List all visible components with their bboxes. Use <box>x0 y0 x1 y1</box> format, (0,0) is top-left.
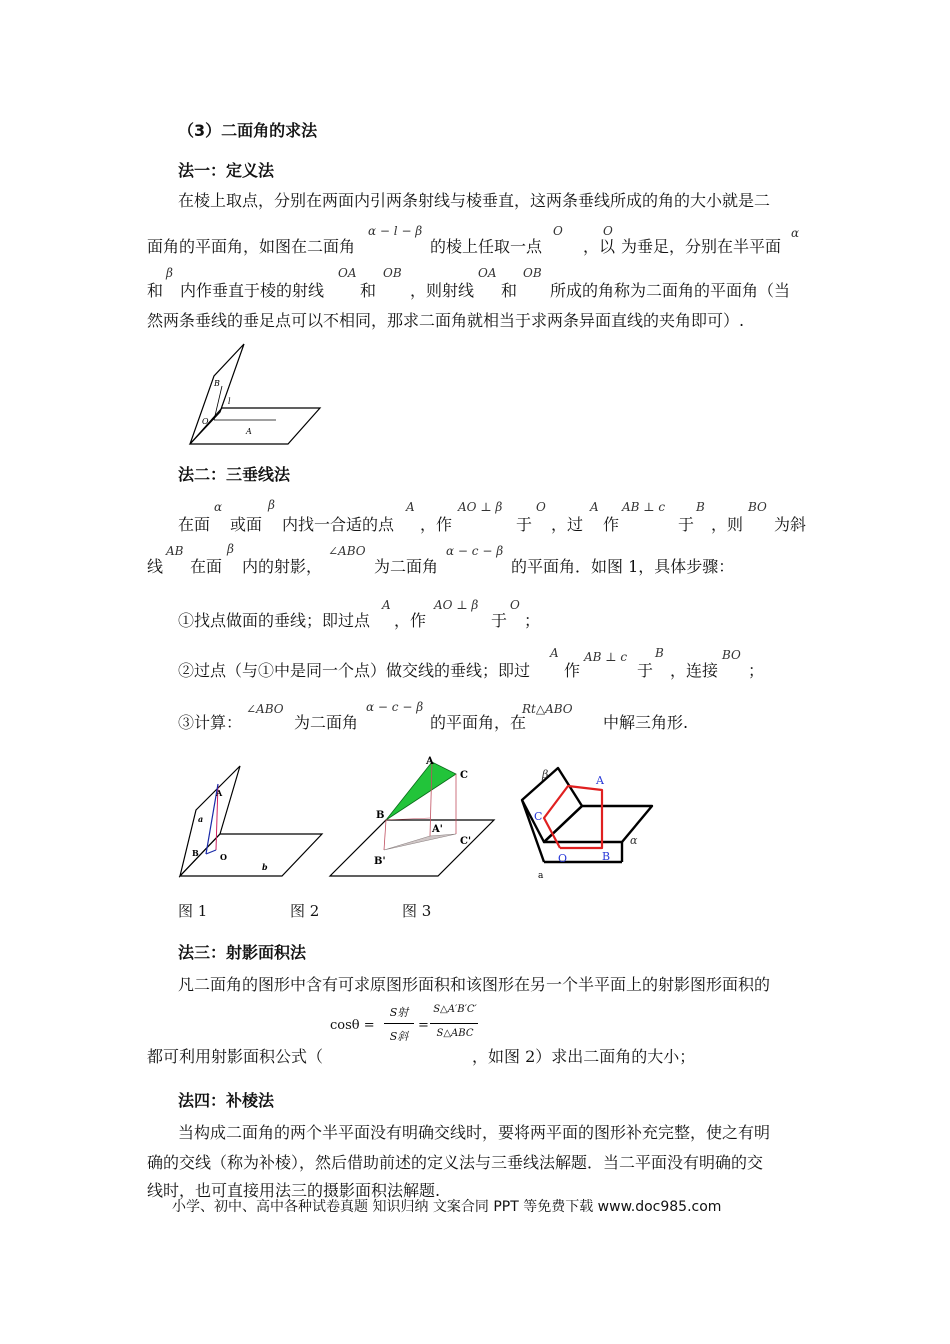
step2-formula-AB-perp-c: AB ⊥ c <box>584 650 628 664</box>
formula-cos-theta: cosθ = <box>330 1018 375 1033</box>
method1-title: 法一：定义法 <box>178 161 275 180</box>
formula-S-original-triangle: S△ABC <box>436 1028 474 1039</box>
m1-line3e: 和 <box>501 281 518 300</box>
m4-line2: 确的交线（称为补棱），然后借助前述的定义法与三垂线法解题．当二平面没有明确的交 <box>147 1153 764 1172</box>
m2-b4: 为二面角 <box>374 557 439 576</box>
formula-A-m2b: A <box>590 500 599 514</box>
formula-S-she: S射 <box>389 1006 409 1019</box>
formula-B-m2: B <box>696 500 705 514</box>
caption-fig3: 图 3 <box>402 902 432 920</box>
figure-definition-method <box>180 340 330 448</box>
m4-line1: 当构成二面角的两个半平面没有明确交线时，要将两平面的图形补充完整，使之有明 <box>178 1123 771 1142</box>
figure-1 <box>176 762 326 882</box>
fig3-label-A: A <box>596 774 604 787</box>
formula-BO-m2: BO <box>748 500 767 514</box>
fig2-label-A: A <box>426 756 434 767</box>
step1-formula-AO-perp-beta: AO ⊥ β <box>434 598 479 612</box>
step1-c: 于 <box>491 611 508 630</box>
m2-a6: ，过 <box>551 515 584 534</box>
step2-e: ； <box>748 661 765 680</box>
m1-line4: 然两条垂线的垂足点可以不相同，那求二面角就相当于求两条异面直线的夹角即可）. <box>147 311 745 330</box>
m4-line3: 线时，也可直接用法三的摄影面积法解题. <box>147 1181 441 1200</box>
m1-line3b: 内作垂直于棱的射线 <box>180 281 325 300</box>
step2-formula-A: A <box>550 646 559 660</box>
step2-a: ②过点（与①中是同一个点）做交线的垂线；即过 <box>178 661 531 680</box>
formula-equals: = <box>418 1018 429 1033</box>
m3-line2b: ，如图 2）求出二面角的大小； <box>472 1047 696 1066</box>
fig1-label-a: a <box>198 814 204 824</box>
formula-alpha-m2: α <box>214 500 223 514</box>
formula-OA-2: OA <box>478 266 497 280</box>
m2-a8: 于 <box>678 515 695 534</box>
m1-line2a: 面角的平面角，如图在二面角 <box>147 237 356 256</box>
fig1-label-B: B <box>192 848 199 858</box>
m2-a7: 作 <box>603 515 620 534</box>
fig2-label-A-prime: A' <box>432 824 443 835</box>
step1-formula-O: O <box>510 598 520 612</box>
projection-area-formula <box>330 1004 480 1056</box>
m1-line2b: 的棱上任取一点 <box>430 237 543 256</box>
m1-line3f: 所成的角称为二面角的平面角（当 <box>550 281 791 300</box>
m1-line3a: 和 <box>147 281 164 300</box>
fig3-label-O: O <box>558 852 568 865</box>
section-title: （3）二面角的求法 <box>178 121 318 140</box>
formula-O-2: O <box>603 224 613 238</box>
step2-formula-B: B <box>655 646 664 660</box>
fig0-label-A: A <box>246 427 252 436</box>
fig3-label-a: a <box>538 871 544 881</box>
method2-title: 法二：三垂线法 <box>178 465 291 484</box>
fig0-label-l: l <box>228 397 231 406</box>
formula-alpha: α <box>791 226 800 240</box>
m2-a4: ，作 <box>420 515 453 534</box>
step3-formula-alpha-c-beta: α − c − β <box>366 700 424 714</box>
fig0-label-B: B <box>214 379 220 388</box>
m1-line3d: ，则射线 <box>410 281 475 300</box>
step3-a: ③计算： <box>178 713 243 732</box>
step3-formula-Rt-ABO: Rt△ABO <box>522 702 573 716</box>
step1-b: ，作 <box>394 611 427 630</box>
caption-fig1: 图 1 <box>178 902 208 920</box>
m2-a5: 于 <box>516 515 533 534</box>
step1-a: ①找点做面的垂线；即过点 <box>178 611 371 630</box>
formula-AO-perp-beta: AO ⊥ β <box>458 500 503 514</box>
step1-d: ； <box>524 611 541 630</box>
m2-a9: ，则 <box>711 515 744 534</box>
formula-beta-m2b: β <box>227 542 234 556</box>
formula-OB: OB <box>383 266 402 280</box>
step2-formula-BO: BO <box>722 648 741 662</box>
fig3-label-alpha: α <box>630 834 638 847</box>
step2-c: 于 <box>637 661 654 680</box>
m2-b5: 的平面角．如图 1，具体步骤： <box>511 557 735 576</box>
fig0-label-O: O <box>202 417 209 426</box>
footer-text: 小学、初中、高中各种试卷真题 知识归纳 文案合同 PPT 等免费下载 www.doc985.com <box>172 1199 722 1215</box>
step3-c: 的平面角，在 <box>430 713 527 732</box>
formula-AB: AB <box>166 544 184 558</box>
formula-OA: OA <box>338 266 357 280</box>
method4-title: 法四：补棱法 <box>178 1091 275 1110</box>
method3-title: 法三：射影面积法 <box>178 943 307 962</box>
m2-b3: 内的射影， <box>242 557 323 576</box>
formula-A-m2: A <box>406 500 415 514</box>
fig1-label-O: O <box>220 852 227 862</box>
step2-d: ，连接 <box>670 661 719 680</box>
m2-a2: 或面 <box>230 515 263 534</box>
caption-fig2: 图 2 <box>290 902 320 920</box>
formula-O: O <box>553 224 563 238</box>
formula-angle-ABO: ∠ABO <box>328 544 366 558</box>
fraction-bar-1 <box>384 1023 414 1024</box>
m2-a10: 为斜 <box>774 515 807 534</box>
step2-b: 作 <box>564 661 581 680</box>
formula-beta: β <box>166 266 173 280</box>
m1-line3c: 和 <box>360 281 377 300</box>
m1-line1: 在棱上取点，分别在两面内引两条射线与棱垂直，这两条垂线所成的角的大小就是二 <box>178 191 771 210</box>
formula-S-xie: S斜 <box>389 1030 409 1043</box>
m1-line2c: ，以 <box>583 237 616 256</box>
formula-OB-2: OB <box>523 266 542 280</box>
figure-2 <box>326 752 496 882</box>
m2-a1: 在面 <box>178 515 211 534</box>
m3-line1: 凡二面角的图形中含有可求原图形面积和该图形在另一个半平面上的射影图形面积的 <box>178 975 771 994</box>
figure-3 <box>512 762 662 882</box>
fig1-label-A: A <box>216 788 223 798</box>
m2-a3: 内找一合适的点 <box>282 515 395 534</box>
formula-S-projected-triangle: S△A′B′C′ <box>433 1004 477 1015</box>
step3-d: 中解三角形. <box>603 713 689 732</box>
fig3-label-C: C <box>534 810 543 823</box>
formula-alpha-l-beta: α − l − β <box>368 224 423 238</box>
formula-O-m2: O <box>536 500 546 514</box>
fraction-bar-2 <box>430 1023 478 1024</box>
fig2-label-C-prime: C' <box>460 836 472 847</box>
step3-formula-angle-ABO: ∠ABO <box>246 702 284 716</box>
formula-AB-perp-c: AB ⊥ c <box>622 500 666 514</box>
fig2-label-B: B <box>376 810 385 821</box>
m2-b2: 在面 <box>190 557 223 576</box>
fig2-label-B-prime: B' <box>374 856 386 867</box>
m3-line2a: 都可利用射影面积公式（ <box>147 1047 324 1066</box>
m1-line2d: 为垂足，分别在半平面 <box>621 237 782 256</box>
fig1-label-b: b <box>262 862 268 872</box>
fig2-label-C: C <box>460 770 468 781</box>
step1-formula-A: A <box>382 598 391 612</box>
formula-beta-m2: β <box>268 498 275 512</box>
m2-b1: 线 <box>147 557 164 576</box>
fig3-label-beta: β <box>542 768 549 781</box>
fig3-label-B: B <box>602 850 611 863</box>
formula-alpha-c-beta: α − c − β <box>446 544 504 558</box>
step3-b: 为二面角 <box>294 713 359 732</box>
